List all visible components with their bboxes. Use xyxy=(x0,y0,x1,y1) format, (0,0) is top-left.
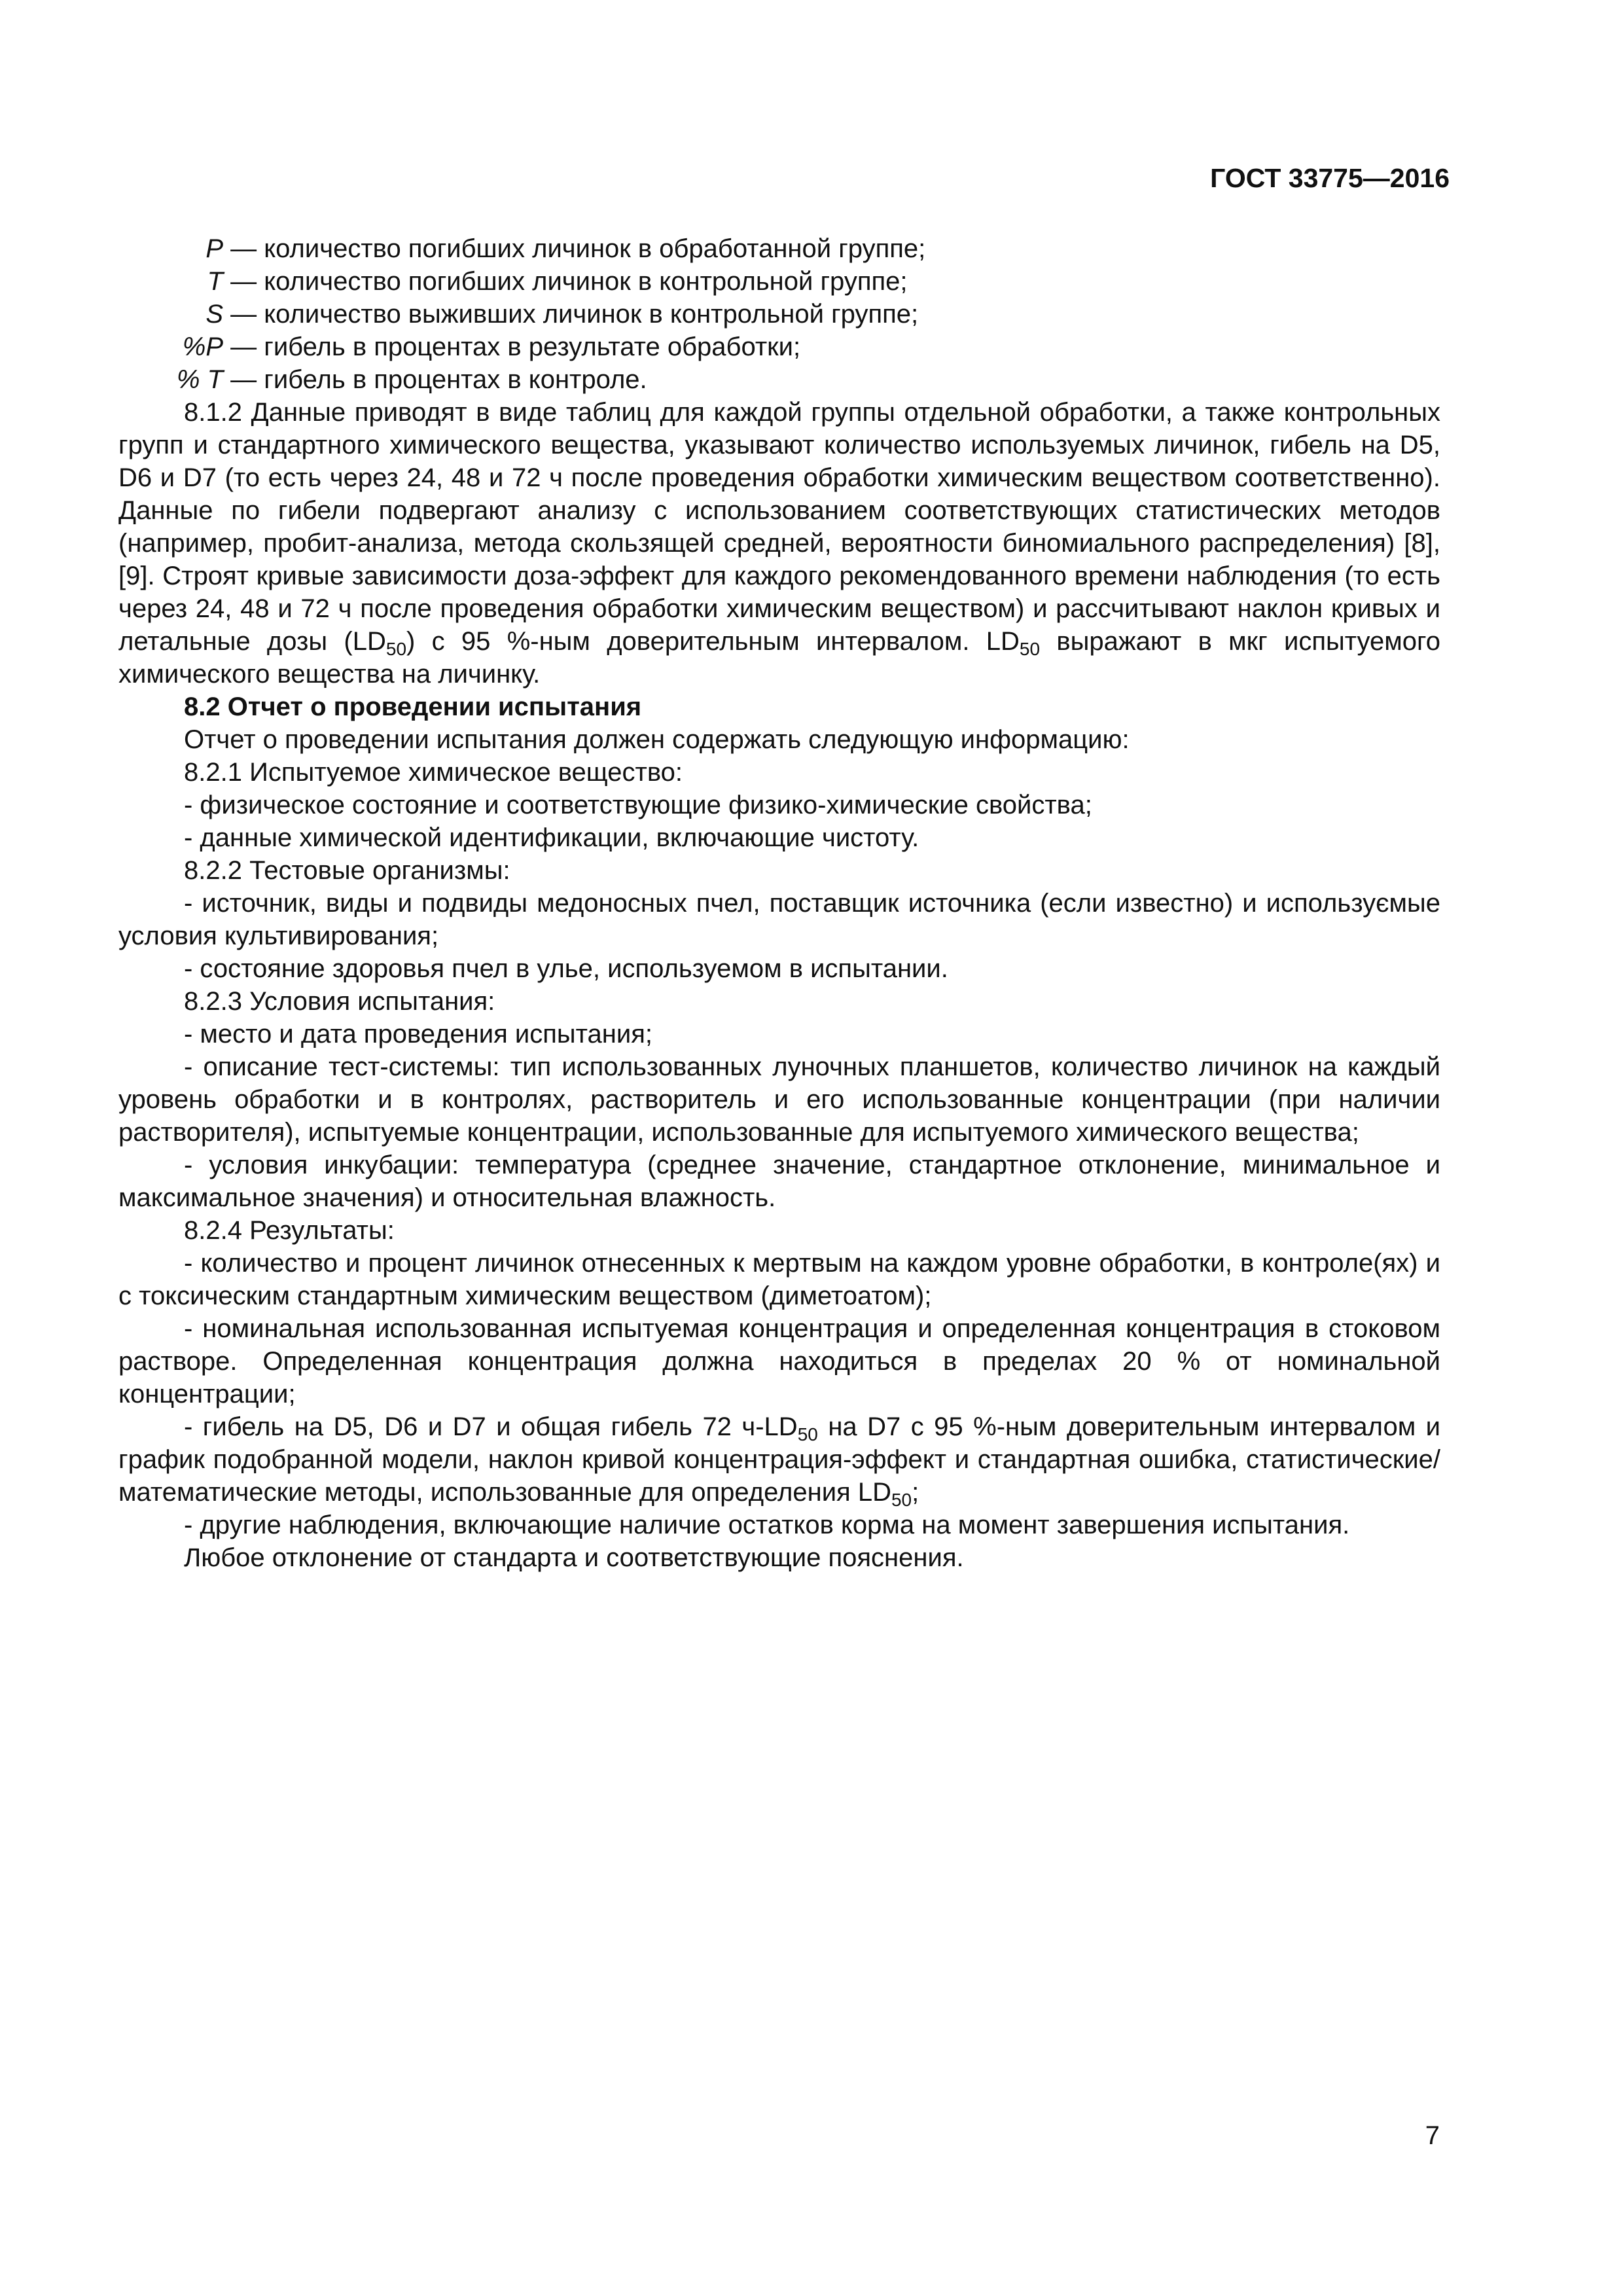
definition-text: гибель в процентах в результате обработки; xyxy=(264,332,801,361)
definition-text: количество выживших личинок в контрольной группе; xyxy=(264,300,919,329)
definition-dash: — xyxy=(223,365,264,394)
definition-dash: — xyxy=(223,300,264,329)
list-item: - гибель на D5, D6 и D7 и общая гибель 72 $ч-LD_{50}$ на D7 с 95 %-ным доверительным интервалом и график подобранной модели, наклон кривой концентрация-эффект и стандартная ошибка, статистические/математические методы, использованные для определения $LD_{50}$; xyxy=(118,1412,1441,1510)
definition-dash: — xyxy=(223,234,264,263)
paragraph-8-1-2: 8.1.2 Данные приводят в виде таблиц для каждой группы отдельной обработки, а также контрольных групп и стандартного химического вещества, указывают количество используемых личинок, гибель на D5, D6 и D7 (то есть через 24, 48 и 72 ч после проведения обработки химическим веществом соответственно). Данные по гибели подвергают анализу с использованием соответствующих статистических методов (например, пробит-анализа, метода скользящей средней, вероятности биномиального распределения) [8], [9]. Строят кривые зависимости доза-эффект для каждого рекомендованного времени наблюдения (то есть через 24, 48 и 72 ч после проведения обработки химическим веществом) и рассчитывают наклон кривых и летальные дозы $(LD_{50})$ с 95 %-ным доверительным интервалом. $LD_{50}$ выражают в мкг испытуемого химического вещества на личинку. xyxy=(118,398,1440,689)
list-item: - номинальная использованная испытуемая концентрация и определенная концентрация в стоковом растворе. Определенная концентрация должна находиться в пределах 20 % от номинальной концентрации; xyxy=(118,1314,1440,1408)
list-item: - другие наблюдения, включающие наличие остатков корма на момент завершения испытания. xyxy=(184,1511,1350,1539)
list-item: - источник, виды и подвиды медоносных пчел, поставщик источника (если известно) и используємые условия культивирования; xyxy=(118,889,1440,950)
list-item: - данные химической идентификации, включающие чистоту. xyxy=(184,823,919,852)
definition-row xyxy=(118,331,1440,363)
section-intro: Отчет о проведении испытания должен содержать следующую информацию: xyxy=(184,725,1130,754)
definition-text: гибель в процентах в контроле. xyxy=(264,365,647,394)
definition-symbol: % T xyxy=(176,365,223,394)
definition-text: количество погибших личинок в контрольной группе; xyxy=(264,267,908,296)
subsection-title-8-2-2: 8.2.2 Тестовые организмы: xyxy=(184,856,510,885)
list-item: - условия инкубации: температура (среднее значение, стандартное отклонение, минимальное и максимальное значения) и относительная влажность. xyxy=(118,1151,1440,1212)
symbol-definitions xyxy=(118,232,1440,396)
closing-statement: Любое отклонение от стандарта и соответствующие пояснения. xyxy=(184,1543,964,1572)
subsection-title-8-2-1: 8.2.1 Испытуемое химическое вещество: xyxy=(184,758,683,787)
definition-dash: — xyxy=(223,267,264,296)
page-number: 7 xyxy=(1425,2121,1440,2150)
definition-symbol: P xyxy=(205,234,223,263)
list-item: - описание тест-системы: тип использованных луночных планшетов, количество личинок на каждый уровень обработки и в контролях, растворитель и его использованные концентрации (при наличии растворителя), испытуемые концентрации, использованные для испытуемого химического вещества; xyxy=(118,1052,1440,1147)
definition-text: количество погибших личинок в обработанной группе; xyxy=(264,234,926,263)
standard-id-header: ГОСТ 33775—2016 xyxy=(1210,163,1450,193)
list-item: - количество и процент личинок отнесенных к мертвым на каждом уровне обработки, в контроле(ях) и с токсическим стандартным химическим веществом (диметоатом); xyxy=(118,1249,1440,1310)
page-content xyxy=(118,232,1440,1574)
definition-row xyxy=(118,265,1440,298)
definition-symbol: S xyxy=(205,300,223,329)
definition-row xyxy=(118,363,1440,396)
definition-symbol: %P xyxy=(182,332,223,361)
list-item: - состояние здоровья пчел в улье, используемом в испытании. xyxy=(184,954,948,983)
list-item: - физическое состояние и соответствующие физико-химические свойства; xyxy=(184,791,1092,819)
definition-row xyxy=(118,232,1440,265)
subsection-title-8-2-4: 8.2.4 Результаты: xyxy=(184,1216,395,1245)
subsection-title-8-2-3: 8.2.3 Условия испытания: xyxy=(184,987,495,1016)
definition-symbol: T xyxy=(207,267,223,296)
list-item: - место и дата проведения испытания; xyxy=(184,1020,652,1049)
definition-row xyxy=(118,298,1440,331)
section-heading-8-2: 8.2 Отчет о проведении испытания xyxy=(184,692,642,721)
definition-dash: — xyxy=(223,332,264,361)
